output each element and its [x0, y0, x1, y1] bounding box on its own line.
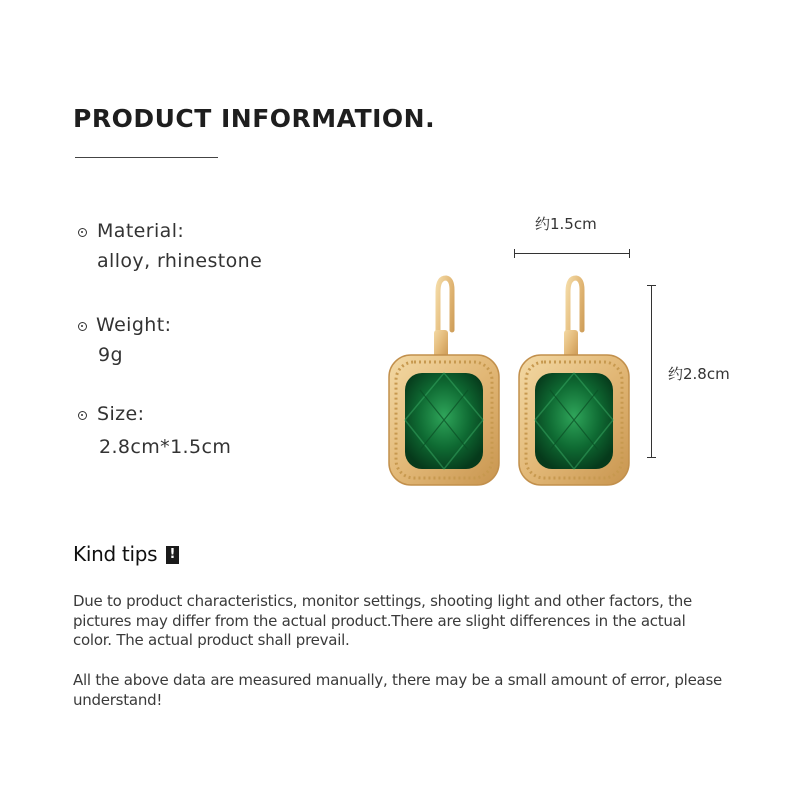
- spec-material-value: alloy, rhinestone: [97, 250, 263, 272]
- height-dimension-label: 约2.8cm: [668, 365, 730, 383]
- spec-size-value: 2.8cm*1.5cm: [99, 436, 232, 458]
- height-dimension-tick: [647, 285, 656, 286]
- width-dimension-tick: [629, 249, 630, 258]
- height-dimension-line: [651, 285, 652, 458]
- title-divider: [75, 157, 218, 158]
- spec-weight-value: 9g: [98, 344, 123, 366]
- tips-paragraph-1: Due to product characteristics, monitor settings, shooting light and other factors, the pictures may differ from the actual product.There are slight differences in the actual color. The actual product shall prevail.: [73, 592, 693, 649]
- tips-paragraph-2: All the above data are measured manually, there may be a small amount of error, please understand!: [73, 671, 723, 709]
- bullet-icon: [78, 411, 87, 420]
- spec-weight-label: Weight:: [96, 314, 172, 336]
- spec-size-label: Size:: [97, 403, 145, 425]
- height-dimension-tick: [647, 457, 656, 458]
- spec-material-label: Material:: [97, 220, 185, 242]
- page-title: PRODUCT INFORMATION.: [73, 104, 436, 133]
- width-dimension-line: [514, 253, 630, 254]
- product-image: [380, 270, 640, 495]
- earring-left: [389, 278, 499, 485]
- bullet-icon: [78, 228, 87, 237]
- width-dimension-tick: [514, 249, 515, 258]
- earring-right: [519, 278, 629, 485]
- width-dimension-label: 约1.5cm: [535, 215, 597, 233]
- alert-icon: !: [166, 546, 179, 564]
- bullet-icon: [78, 322, 87, 331]
- tips-heading: Kind tips: [73, 542, 158, 566]
